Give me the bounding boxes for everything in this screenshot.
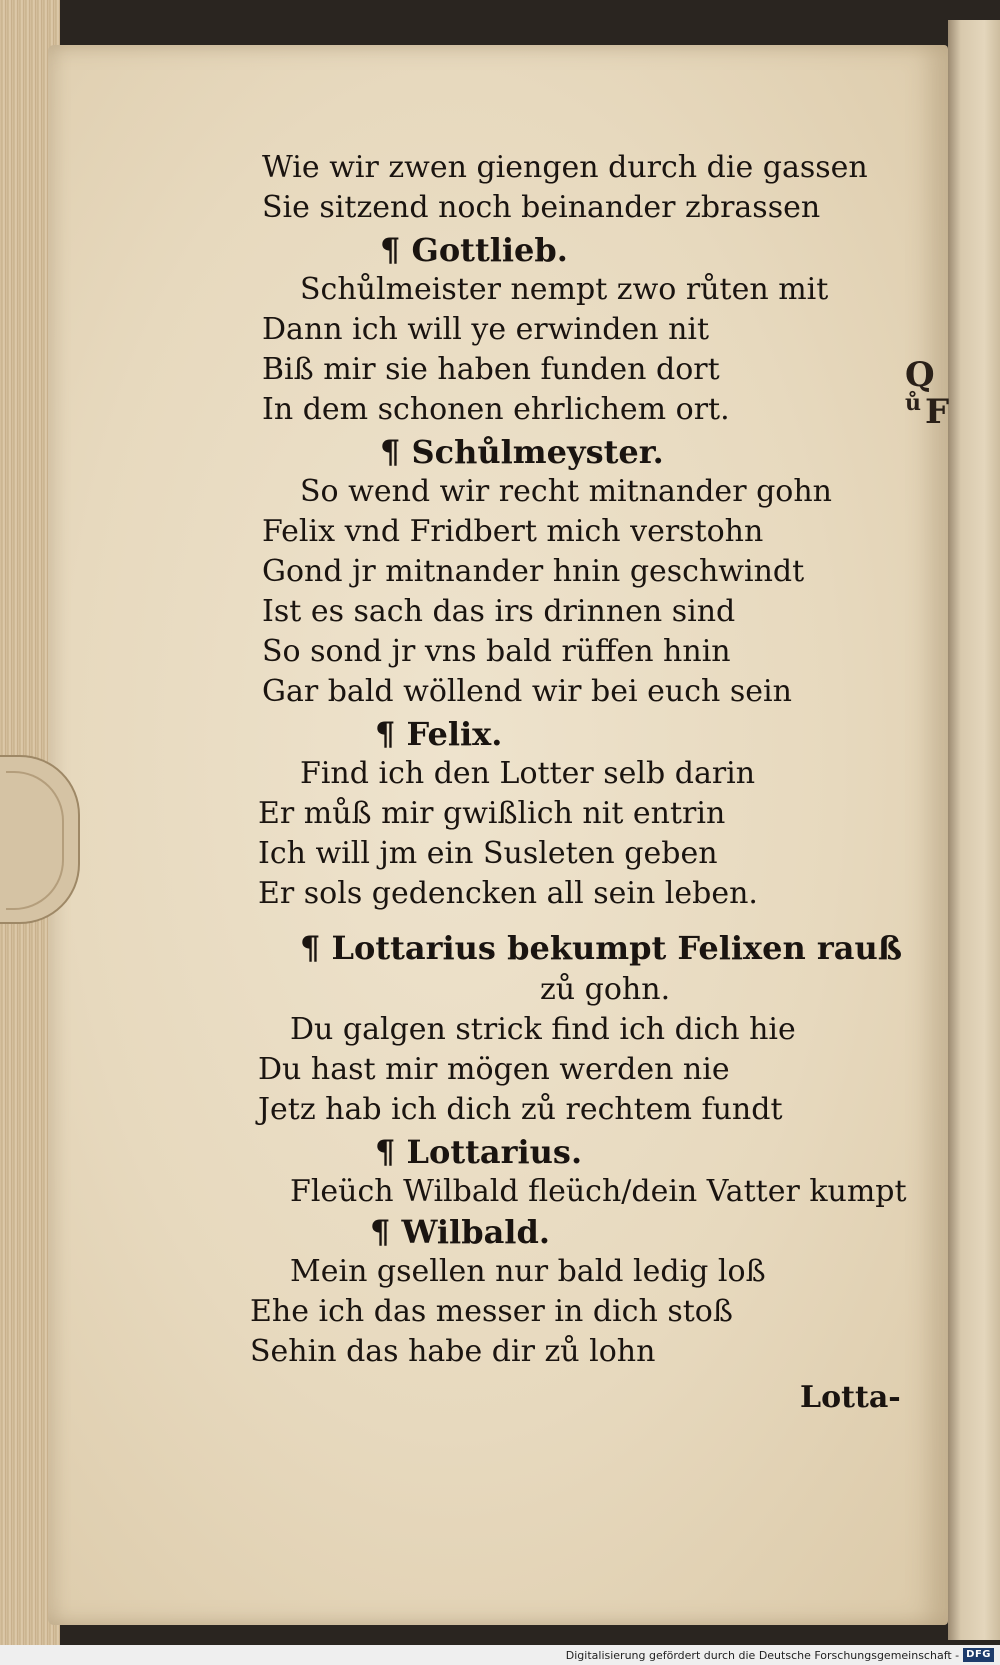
verse-line: Gar bald wöllend wir bei euch sein <box>262 674 792 709</box>
verse-line: Ich will jm ein Susleten geben <box>258 836 718 871</box>
verse-line: Ehe ich das messer in dich stoß <box>250 1294 733 1329</box>
verse-line: Du hast mir mögen werden nie <box>258 1052 730 1087</box>
facing-page-fragment: F <box>925 392 950 432</box>
speaker-heading: ¶ Lottarius bekumpt Felixen rauß <box>300 929 903 967</box>
verse-line: So sond jr vns bald rüffen hnin <box>262 634 731 669</box>
facing-page-fragment: ů <box>905 390 921 416</box>
verse-line: Schůlmeister nempt zwo růten mit <box>300 272 829 307</box>
book-clasp <box>0 755 80 924</box>
verse-line: Ist es sach das irs drinnen sind <box>262 594 736 629</box>
speaker-heading: ¶ Felix. <box>375 715 503 753</box>
dfg-logo: DFG <box>963 1648 994 1662</box>
speaker-heading: ¶ Lottarius. <box>375 1133 583 1171</box>
verse-line: Dann ich will ye erwinden nit <box>262 312 710 347</box>
verse-line: Fleüch Wilbald fleüch/dein Vatter kumpt <box>290 1174 907 1209</box>
verse-line: Felix vnd Fridbert mich verstohn <box>262 514 764 549</box>
speaker-heading: ¶ Gottlieb. <box>380 231 568 269</box>
facing-page <box>948 20 1000 1640</box>
verse-line: zů gohn. <box>540 972 671 1007</box>
verse-line: Biß mir sie haben funden dort <box>262 352 720 387</box>
verse-line: Jetz hab ich dich zů rechtem fundt <box>258 1092 783 1127</box>
verse-line: Find ich den Lotter selb darin <box>300 756 756 791</box>
verse-line: So wend wir recht mitnander gohn <box>300 474 832 509</box>
speaker-heading: ¶ Schůlmeyster. <box>380 433 664 471</box>
book-clasp-inner <box>6 771 64 910</box>
footer-text: Digitalisierung gefördert durch die Deutsche Forschungsgemeinschaft - <box>565 1648 960 1662</box>
facing-page-fragment: Q <box>905 355 935 395</box>
verse-line: Sie sitzend noch beinander zbrassen <box>262 190 821 225</box>
verse-line: Mein gsellen nur bald ledig loß <box>290 1254 766 1289</box>
catchword: Lotta- <box>800 1380 901 1415</box>
verse-line: Gond jr mitnander hnin geschwindt <box>262 554 805 589</box>
verse-line: Du galgen strick find ich dich hie <box>290 1012 796 1047</box>
verse-line: Er sols gedencken all sein leben. <box>258 876 758 911</box>
verse-line: In dem schonen ehrlichem ort. <box>262 392 730 427</box>
verse-line: Sehin das habe dir zů lohn <box>250 1334 656 1369</box>
footer-bar <box>0 1645 1000 1665</box>
speaker-heading: ¶ Wilbald. <box>370 1213 550 1251</box>
verse-line: Er můß mir gwißlich nit entrin <box>258 796 726 831</box>
verse-line: Wie wir zwen giengen durch die gassen <box>262 150 868 185</box>
